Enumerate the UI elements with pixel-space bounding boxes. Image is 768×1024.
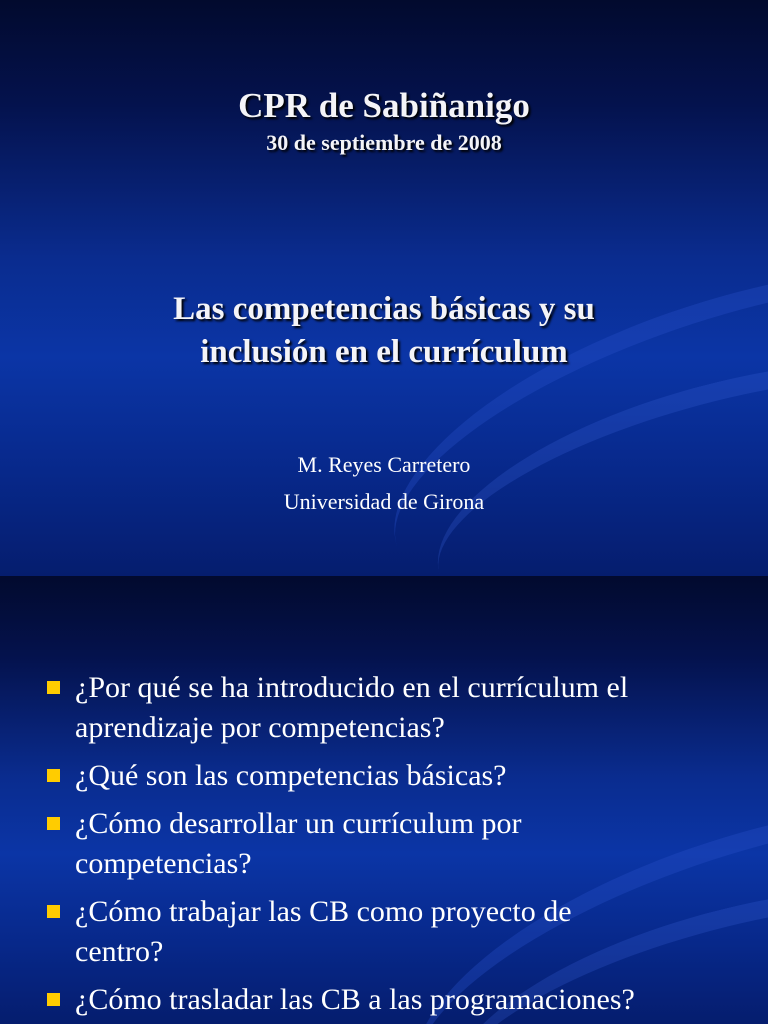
questions-slide	[0, 576, 768, 1024]
list-item-line2: competencias?	[75, 847, 252, 880]
square-bullet-icon	[47, 905, 60, 918]
author-block	[0, 446, 768, 520]
presentation-title	[0, 288, 768, 374]
square-bullet-icon	[47, 681, 60, 694]
square-bullet-icon	[47, 817, 60, 830]
slide-date: 30 de septiembre de 2008	[266, 130, 502, 155]
slide-title: CPR de Sabiñanigo	[238, 86, 530, 125]
list-item-line1: ¿Cómo trabajar las CB como proyecto de	[75, 895, 572, 928]
list-item-line1: ¿Cómo trasladar las CB a las programaciones?	[75, 983, 635, 1016]
question-list	[44, 668, 734, 1024]
list-item-line1: ¿Qué son las competencias básicas?	[75, 759, 507, 792]
list-item-line2: centro?	[75, 935, 164, 968]
presentation-title-line1: Las competencias básicas y su	[173, 291, 595, 327]
list-item-line1: ¿Cómo desarrollar un currículum por	[75, 807, 522, 840]
square-bullet-icon	[47, 769, 60, 782]
list-item-line2: aprendizaje por competencias?	[75, 711, 445, 744]
list-item	[44, 756, 734, 796]
list-item	[44, 980, 734, 1020]
list-item-line1: ¿Por qué se ha introducido en el currículum el	[75, 671, 629, 704]
author-name: M. Reyes Carretero	[297, 452, 471, 477]
list-item	[44, 892, 734, 972]
list-item	[44, 668, 734, 748]
square-bullet-icon	[47, 993, 60, 1006]
list-item	[44, 804, 734, 884]
presentation-title-line2: inclusión en el currículum	[200, 334, 568, 370]
author-affiliation: Universidad de Girona	[283, 489, 485, 514]
